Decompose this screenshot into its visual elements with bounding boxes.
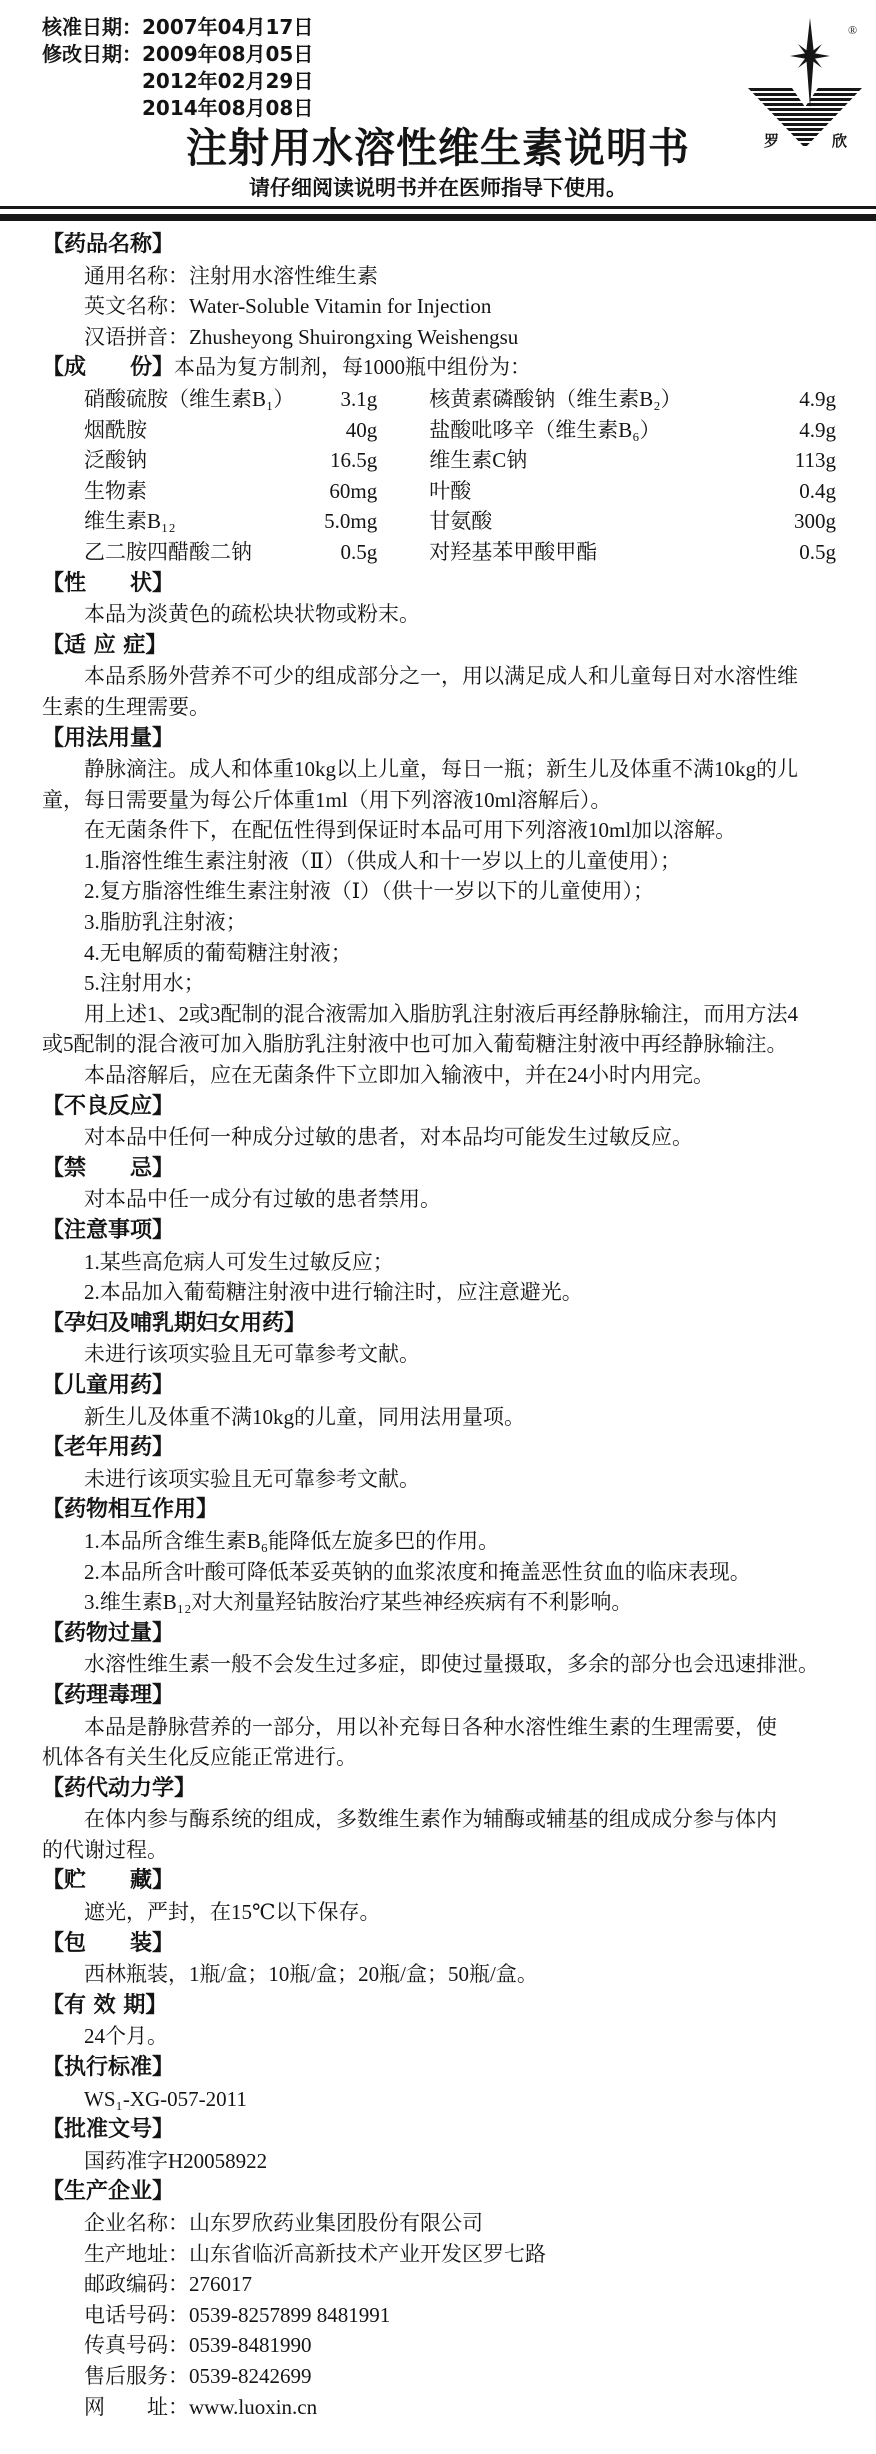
section-heading: 【儿童用药】 (42, 1372, 175, 1398)
section (42, 2052, 836, 2114)
section-line: 童，每日需要量为每公斤体重1ml（用下列溶液10ml溶解后）。 (42, 787, 612, 812)
section-line: 静脉滴注。成人和体重10kg以上儿童，每日一瓶；新生儿及体重不满10kg的儿 (84, 757, 798, 782)
section (42, 1618, 836, 1680)
section-line: 国药准字H20058922 (84, 2148, 268, 2173)
section-line: 未进行该项实验且无可靠参考文献。 (84, 1342, 420, 1367)
section-line: 未进行该项实验且无可靠参考文献。 (84, 1466, 420, 1491)
section-heading: 【批准文号】 (42, 2117, 175, 2143)
section (42, 1928, 836, 1990)
section (42, 1990, 836, 2052)
revision-date-value: 2012年02月29日 (142, 69, 314, 93)
section-line: 3.维生素B₁₂对大剂量羟钴胺治疗某些神经疾病有不利影响。 (84, 1590, 633, 1615)
section-line: 企业名称：山东罗欣药业集团股份有限公司 (84, 2211, 483, 2235)
ingredient-name: 泛酸钠 (84, 448, 147, 473)
section-heading-line (42, 1494, 836, 1526)
section-heading-line (42, 1153, 836, 1185)
section (42, 1680, 836, 1773)
section-line: 生素的生理需要。 (42, 694, 210, 719)
section (42, 1091, 836, 1153)
section-heading-line (42, 352, 836, 384)
section-inline-text: 本品为复方制剂，每1000瓶中组份为： (174, 355, 532, 380)
section-heading: 【生产企业】 (42, 2179, 175, 2205)
section-heading: 【注意事项】 (42, 1218, 175, 1243)
ingredient-name: 甘氨酸 (429, 509, 493, 534)
section-line: 英文名称：Water-Soluble Vitamin for Injection (84, 294, 492, 319)
section (42, 1494, 836, 1617)
section-line: 对本品中任一成分有过敏的患者禁用。 (84, 1187, 441, 1212)
section-heading-line (42, 630, 836, 662)
logo-right-char: 欣 (832, 134, 848, 150)
section-line: 传真号码：0539-8481990 (84, 2333, 312, 2358)
section-heading-line (42, 1432, 836, 1464)
page-subtitle: 请仔细阅读说明书并在医师指导下使用。 (249, 176, 627, 200)
section-heading: 【贮 藏】 (42, 1868, 175, 1894)
section-heading: 【有 效 期】 (42, 1992, 168, 2018)
ingredient-amount: 0.4g (799, 478, 836, 503)
ingredient-name: 乙二胺四醋酸二钠 (84, 539, 252, 564)
section-heading: 【药品名称】 (42, 232, 175, 257)
section-line: 通用名称：注射用水溶性维生素 (84, 263, 378, 288)
ingredient-name: 维生素C钠 (429, 448, 528, 473)
section (42, 1865, 836, 1927)
section-heading-line (42, 1370, 836, 1402)
section-heading: 【执行标准】 (42, 2055, 175, 2081)
section-line: 在体内参与酶系统的组成，多数维生素作为辅酶或辅基的组成成分参与体内 (84, 1807, 777, 1832)
composition-row (84, 537, 836, 568)
section-heading-line (42, 1308, 836, 1340)
section-line: 售后服务：0539-8242699 (84, 2363, 312, 2388)
section-heading: 【禁 忌】 (42, 1155, 175, 1181)
section-heading-line (42, 1215, 836, 1247)
section-heading-line (42, 1928, 836, 1960)
section-heading: 【药理毒理】 (42, 1682, 175, 1708)
section-line: 或5配制的混合液可加入脂肪乳注射液中也可加入葡萄糖注射液中再经静脉输注。 (42, 1032, 788, 1057)
section-heading: 【药物相互作用】 (42, 1497, 219, 1523)
logo-left-char: 罗 (764, 134, 780, 150)
section-heading: 【不良反应】 (42, 1093, 175, 1119)
section (42, 229, 836, 352)
section (42, 1308, 836, 1370)
leaflet-body (0, 221, 876, 2422)
section (42, 2114, 836, 2176)
composition-row (84, 445, 836, 476)
divider-thin (0, 206, 876, 209)
section-line: 2.本品所含叶酸可降低苯妥英钠的血浆浓度和掩盖恶性贫血的临床表现。 (84, 1559, 751, 1584)
ingredient-amount: 4.9g (799, 417, 836, 442)
section-heading-line (42, 1865, 836, 1897)
section-heading: 【老年用药】 (42, 1435, 175, 1461)
section (42, 352, 836, 567)
ingredient-name: 对羟基苯甲酸甲酯 (429, 539, 598, 564)
section-heading-line (42, 229, 836, 261)
ingredient-amount: 3.1g (340, 386, 378, 411)
section-heading: 【成 份】 (42, 355, 175, 381)
divider-thick (0, 214, 876, 221)
section-line: 1.脂溶性维生素注射液（Ⅱ）（供成人和十一岁以上的儿童使用）； (84, 848, 682, 873)
section-line: 本品系肠外营养不可少的组成部分之一，用以满足成人和儿童每日对水溶性维 (84, 664, 798, 689)
section-heading: 【性 状】 (42, 570, 175, 596)
page-title: 注射用水溶性维生素说明书 (186, 124, 690, 172)
section-line: 对本品中任何一种成分过敏的患者，对本品均可能发生过敏反应。 (84, 1125, 693, 1150)
revision-date-value: 2009年08月05日 (142, 42, 314, 66)
section-heading-line (42, 1618, 836, 1650)
section-heading-line (42, 2052, 836, 2084)
section-line: 新生儿及体重不满10kg的儿童，同用法用量项。 (84, 1404, 525, 1429)
section (42, 723, 836, 1091)
section-line: 汉语拼音：Zhusheyong Shuirongxing Weishengsu (84, 324, 519, 349)
section-heading: 【药物过量】 (42, 1620, 175, 1646)
section-line: 本品是静脉营养的一部分，用以补充每日各种水溶性维生素的生理需要，使 (84, 1714, 777, 1739)
section-heading-line (42, 1091, 836, 1123)
section-line: 遮光，严封，在15℃以下保存。 (84, 1900, 381, 1925)
ingredient-amount: 40g (345, 417, 378, 442)
section (42, 1370, 836, 1432)
ingredient-name: 维生素B₁₂ (84, 509, 176, 534)
section-line: 本品溶解后，应在无菌条件下立即加入输液中，并在24小时内用完。 (84, 1063, 714, 1088)
section-heading: 【用法用量】 (42, 725, 175, 751)
composition-row (84, 476, 836, 507)
section-line: 生产地址：山东省临沂高新技术产业开发区罗七路 (84, 2241, 546, 2266)
section-line: 24个月。 (84, 2024, 168, 2049)
section-line: 的代谢过程。 (42, 1837, 168, 1862)
revision-date-label: 修改日期： (42, 42, 142, 66)
composition-row (84, 506, 836, 537)
ingredient-name: 盐酸吡哆辛（维生素B₆） (429, 417, 661, 442)
revision-date-value: 2014年08月08日 (142, 96, 314, 120)
ingredient-name: 烟酰胺 (84, 417, 147, 442)
section (42, 630, 836, 723)
section-line: WS₁-XG-057-2011 (84, 2086, 247, 2111)
section (42, 1773, 836, 1866)
section-heading-line (42, 568, 836, 600)
ingredient-name: 核黄素磷酸钠（维生素B₂） (429, 386, 682, 411)
section-line: 用上述1、2或3配制的混合液需加入脂肪乳注射液后再经静脉输注，而用方法4 (84, 1001, 798, 1026)
section-line: 2.复方脂溶性维生素注射液（Ⅰ）（供十一岁以下的儿童使用）； (84, 879, 655, 904)
ingredient-amount: 60mg (329, 478, 378, 503)
section-line: 4.无电解质的葡萄糖注射液； (84, 940, 352, 965)
section-line: 5.注射用水； (84, 971, 205, 996)
section (42, 1432, 836, 1494)
registered-mark: ® (848, 23, 858, 37)
composition-table (84, 384, 836, 568)
section-line: 1.某些高危病人可发生过敏反应； (84, 1249, 394, 1274)
ingredient-amount: 113g (794, 448, 836, 473)
section-line: 电话号码：0539-8257899 8481991 (84, 2302, 391, 2327)
section-heading: 【适 应 症】 (42, 632, 168, 658)
ingredient-amount: 0.5g (799, 539, 836, 564)
section-line: 2.本品加入葡萄糖注射液中进行输注时，应注意避光。 (84, 1280, 583, 1305)
section-heading-line (42, 2114, 836, 2146)
section (42, 568, 836, 630)
section-line: 邮政编码：276017 (84, 2272, 252, 2297)
section-line: 水溶性维生素一般不会发生过多症，即使过量摄取，多余的部分也会迅速排泄。 (84, 1652, 819, 1677)
section-heading-line (42, 1773, 836, 1805)
ingredient-amount: 0.5g (340, 539, 378, 564)
section-line: 西林瓶装，1瓶/盒；10瓶/盒；20瓶/盒；50瓶/盒。 (84, 1962, 538, 1987)
ingredient-amount: 300g (794, 509, 836, 534)
ingredient-amount: 4.9g (799, 386, 836, 411)
section-line: 机体各有关生化反应能正常进行。 (42, 1745, 357, 1770)
section (42, 1153, 836, 1215)
section-line: 本品为淡黄色的疏松块状物或粉末。 (84, 602, 420, 627)
striped-y-icon (744, 88, 866, 146)
ingredient-name: 硝酸硫胺（维生素B₁） (84, 386, 295, 411)
approval-date-label: 核准日期： (42, 15, 142, 39)
section-heading: 【药代动力学】 (42, 1775, 197, 1801)
section-line: 3.脂肪乳注射液； (84, 910, 247, 935)
section-heading-line (42, 2176, 836, 2208)
composition-row (84, 415, 836, 446)
section-heading-line (42, 723, 836, 755)
section-line: 网 址：www.luoxin.cn (84, 2394, 318, 2419)
section-line: 1.本品所含维生素B₆能降低左旋多巴的作用。 (84, 1528, 500, 1553)
ingredient-amount: 5.0mg (324, 509, 378, 534)
section (42, 1215, 836, 1308)
ingredient-name: 生物素 (84, 478, 147, 503)
section-line: 在无菌条件下，在配伍性得到保证时本品可用下列溶液10ml加以溶解。 (84, 818, 737, 843)
section-heading-line (42, 1990, 836, 2022)
section (42, 2176, 836, 2422)
section-heading-line (42, 1680, 836, 1712)
composition-row (84, 384, 836, 415)
ingredient-amount: 16.5g (330, 448, 378, 473)
section-heading: 【孕妇及哺乳期妇女用药】 (42, 1310, 307, 1336)
ingredient-name: 叶酸 (429, 478, 472, 503)
section-heading: 【包 装】 (42, 1930, 175, 1956)
luoxin-logo-icon (744, 12, 866, 162)
approval-date-value: 2007年04月17日 (142, 15, 314, 39)
